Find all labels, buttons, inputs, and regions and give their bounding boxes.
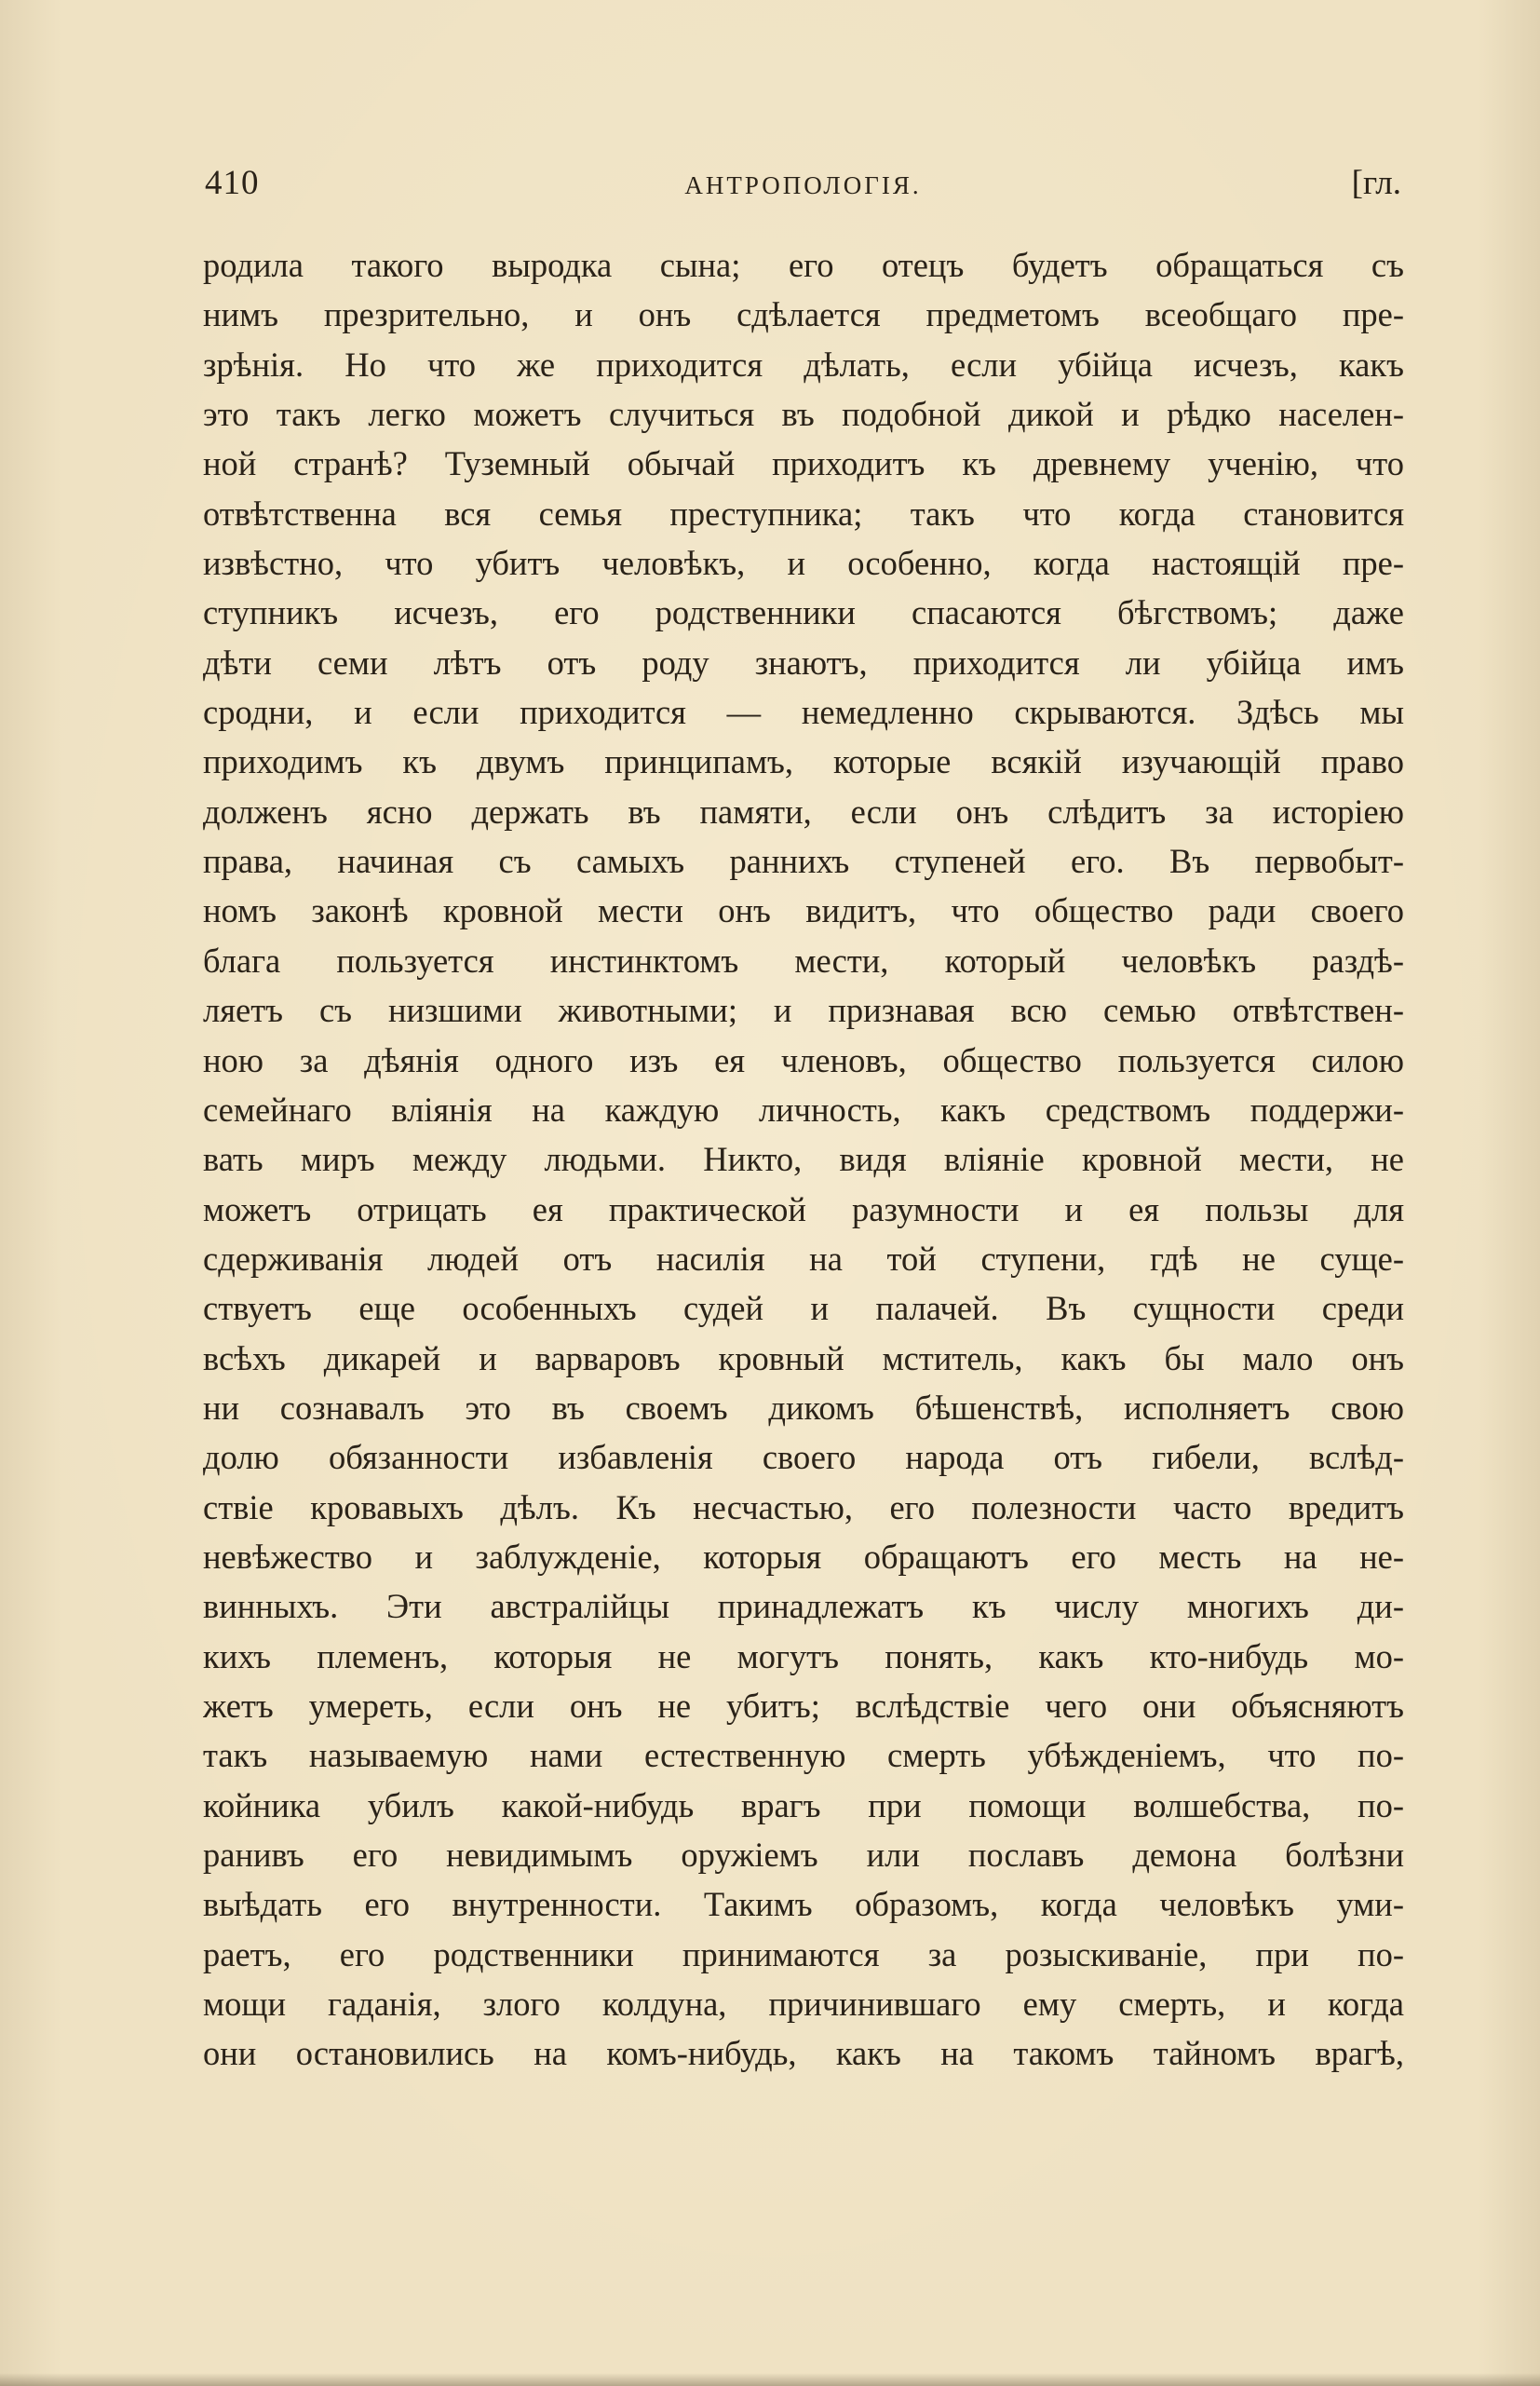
- text-line: долженъ ясно держать въ памяти, если онъ слѣдитъ за исторіею: [203, 792, 1404, 831]
- text-line: зрѣнія. Но что же приходится дѣлать, если убійца исчезъ, какъ: [203, 345, 1404, 384]
- page-bottom-edge: [0, 2373, 1540, 2386]
- text-line: ранивъ его невидимымъ оружіемъ или пославъ демона болѣзни: [203, 1836, 1404, 1874]
- text-line: сдерживанія людей отъ насилія на той ступени, гдѣ не суще-: [203, 1239, 1404, 1278]
- text-line: можетъ отрицать ея практической разумности и ея пользы для: [203, 1189, 1404, 1228]
- text-line: отвѣтственна вся семья преступника; такъ что когда становится: [203, 494, 1404, 533]
- page-number: 410: [205, 164, 260, 202]
- chapter-mark: [гл.: [1351, 164, 1401, 202]
- text-line: ляетъ съ низшими животными; и признавая всю семью отвѣтствен-: [203, 991, 1404, 1030]
- text-line: ною за дѣянія одного изъ ея членовъ, общество пользуется силою: [203, 1040, 1404, 1079]
- text-line: такъ называемую нами естественную смерть убѣжденіемъ, что по-: [203, 1736, 1404, 1775]
- text-line: ступникъ исчезъ, его родственники спасаются бѣгствомъ; даже: [203, 593, 1404, 632]
- page-header: [205, 163, 1401, 210]
- text-line: выѣдать его внутренности. Такимъ образомъ, когда человѣкъ уми-: [203, 1885, 1404, 1924]
- text-line: нимъ презрительно, и онъ сдѣлается предметомъ всеобщаго пре-: [203, 295, 1404, 334]
- text-line: семейнаго вліянія на каждую личность, какъ средствомъ поддержи-: [203, 1090, 1404, 1129]
- text-line: койника убилъ какой-нибудь врагъ при помощи волшебства, по-: [203, 1785, 1404, 1824]
- text-line: долю обязанности избавленія своего народа отъ гибели, вслѣд-: [203, 1438, 1404, 1477]
- text-line: невѣжество и заблужденіе, которыя обращаютъ его месть на не-: [203, 1537, 1404, 1576]
- body-text: [203, 240, 1404, 2079]
- text-line: кихъ племенъ, которыя не могутъ понять, какъ кто-нибудь мо-: [203, 1636, 1404, 1675]
- text-line: приходимъ къ двумъ принципамъ, которые всякій изучающій право: [203, 742, 1404, 781]
- text-line: жетъ умереть, если онъ не убитъ; вслѣдствіе чего они объясняютъ: [203, 1686, 1404, 1725]
- text-line: родила такого выродка сына; его отецъ будетъ обращаться съ: [203, 246, 1404, 284]
- text-line: вать миръ между людьми. Никто, видя вліяніе кровной мести, не: [203, 1140, 1404, 1179]
- text-line: они остановились на комъ-нибудь, какъ на такомъ тайномъ врагѣ,: [203, 2034, 1404, 2073]
- text-line: мощи гаданія, злого колдуна, причинившаго ему смерть, и когда: [203, 1985, 1404, 2024]
- text-line: ни сознавалъ это въ своемъ дикомъ бѣшенствѣ, исполняетъ свою: [203, 1388, 1404, 1427]
- running-title: АНТРОПОЛОГІЯ.: [684, 171, 922, 199]
- text-line: дѣти семи лѣтъ отъ роду знаютъ, приходится ли убійца имъ: [203, 643, 1404, 682]
- text-line: ной странѣ? Туземный обычай приходитъ къ древнему ученію, что: [203, 444, 1404, 483]
- text-line: это такъ легко можетъ случиться въ подобной дикой и рѣдко населен-: [203, 395, 1404, 434]
- text-line: извѣстно, что убитъ человѣкъ, и особенно, когда настоящій пре-: [203, 544, 1404, 583]
- text-line: раетъ, его родственники принимаются за розыскиваніе, при по-: [203, 1934, 1404, 1973]
- text-line: права, начиная съ самыхъ раннихъ ступеней его. Въ первобыт-: [203, 842, 1404, 881]
- text-line: номъ законѣ кровной мести онъ видитъ, что общество ради своего: [203, 891, 1404, 930]
- text-line: ствуетъ еще особенныхъ судей и палачей. Въ сущности среди: [203, 1289, 1404, 1328]
- text-line: блага пользуется инстинктомъ мести, который человѣкъ раздѣ-: [203, 941, 1404, 980]
- text-line: ствіе кровавыхъ дѣлъ. Къ несчастью, его полезности часто вредитъ: [203, 1487, 1404, 1526]
- text-line: сродни, и если приходится — немедленно скрываются. Здѣсь мы: [203, 693, 1404, 732]
- text-line: винныхъ. Эти австралійцы принадлежатъ къ числу многихъ ди-: [203, 1587, 1404, 1626]
- text-line: всѣхъ дикарей и варваровъ кровный мститель, какъ бы мало онъ: [203, 1338, 1404, 1377]
